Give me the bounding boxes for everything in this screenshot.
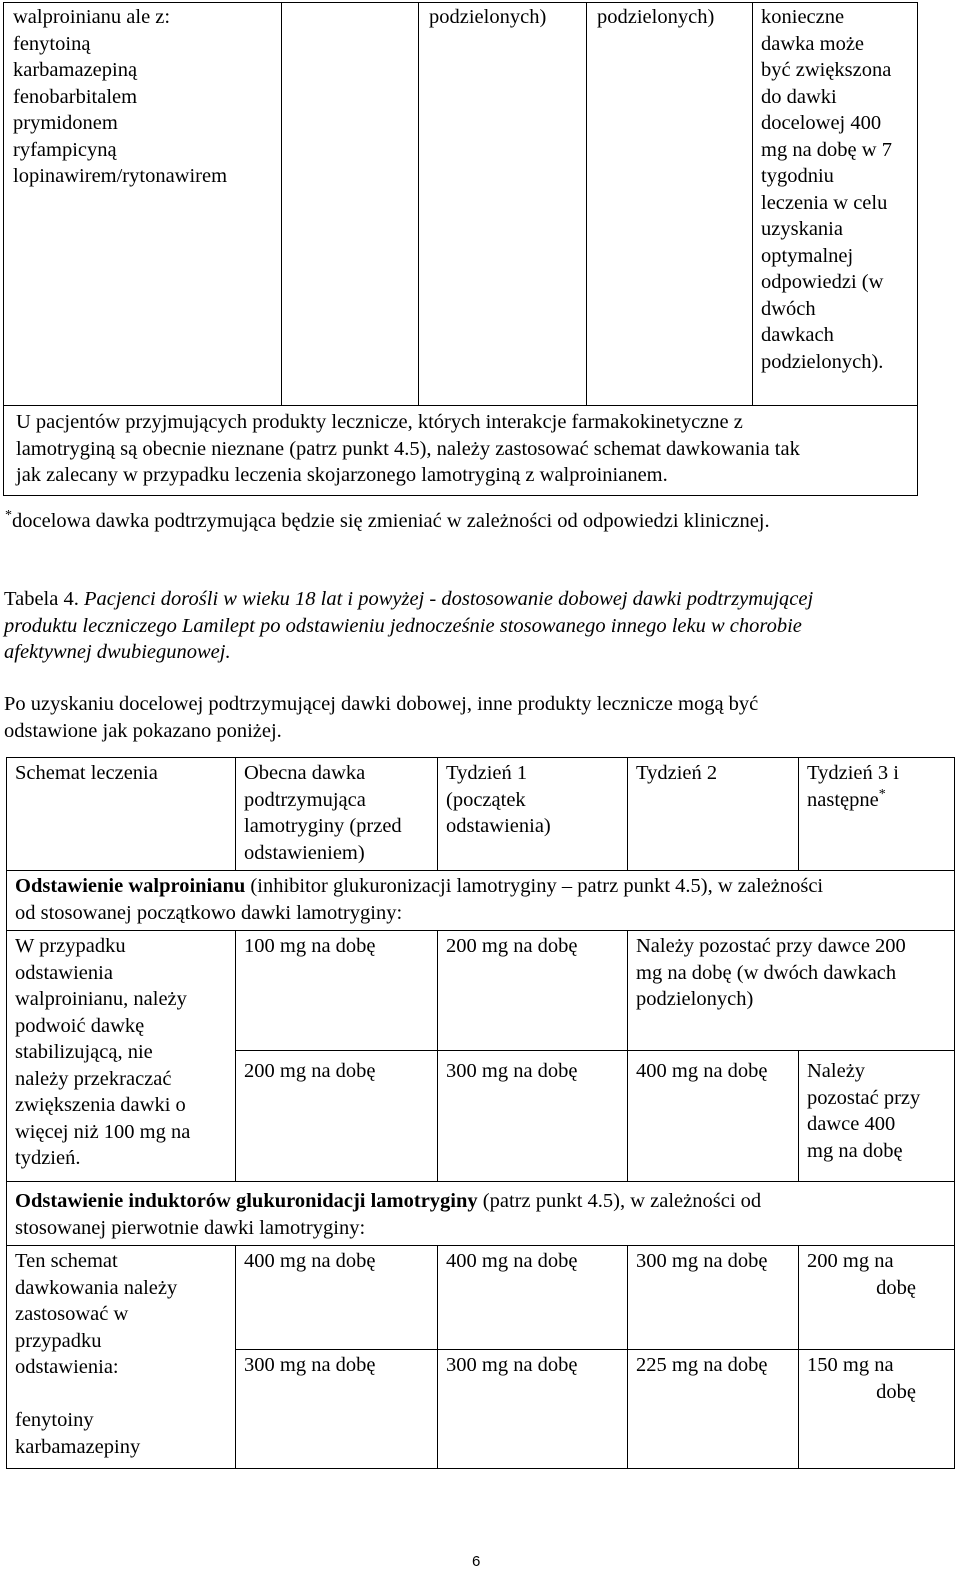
text-line: dobę — [876, 1276, 916, 1299]
dose-cell: podzielonych) — [419, 3, 587, 406]
note-row — [4, 406, 918, 496]
text-line: odstawione jak pokazano poniżej. — [4, 719, 282, 742]
text-line: docelowej 400 — [761, 112, 882, 134]
text-line: walproinianu ale z: — [13, 6, 171, 28]
inducer-description — [7, 1246, 236, 1469]
footnote-marker: * — [878, 786, 886, 802]
caption-label: Tabela 4. — [4, 588, 84, 610]
empty-cell — [282, 3, 419, 406]
text-line: Ten schemat — [15, 1250, 118, 1272]
caption-title: Pacjenci dorośli w wieku 18 lat i powyżej - dostosowanie dobowej dawki podtrzymującej — [83, 588, 814, 610]
text-line: fenytoiną — [13, 32, 91, 55]
text-line: zwiększenia dawki o — [15, 1094, 186, 1116]
text-line: następne — [807, 788, 879, 811]
section-row-valproate — [7, 871, 955, 931]
current-dose-cell: 100 mg na dobę — [236, 931, 438, 1051]
caption-title: afektywnej dwubiegunowej. — [4, 641, 231, 663]
text-line: Należy pozostać przy dawce 200 — [636, 935, 906, 957]
text-line: leczenia w celu — [761, 191, 888, 214]
footnote-text: docelowa dawka podtrzymująca będzie się zmieniać w zależności od odpowiedzi klinicznej. — [12, 510, 770, 532]
section-heading — [7, 1182, 955, 1246]
text-line: więcej niż 100 mg na — [15, 1120, 191, 1143]
top-table — [3, 2, 918, 496]
current-dose-cell: 300 mg na dobę — [236, 1350, 438, 1469]
text-line: odstawienia — [15, 961, 113, 984]
text-line: zastosować w — [15, 1303, 129, 1325]
text-line: prymidonem — [13, 112, 118, 134]
text-line: przypadku — [15, 1329, 102, 1352]
text-line: do dawki — [761, 85, 837, 108]
week1-cell: 300 mg na dobę — [438, 1350, 628, 1469]
text-line: stosowanej pierwotnie dawki lamotryginy: — [15, 1216, 366, 1239]
week2-cell: 225 mg na dobę — [628, 1350, 799, 1469]
text-line: od stosowanej początkowo dawki lamotryginy: — [15, 901, 403, 924]
text-line: dawkach — [761, 324, 834, 346]
text-line — [15, 1381, 227, 1408]
week3-cell — [799, 1350, 955, 1469]
section-heading-bold: Odstawienie induktorów glukuronidacji lamotryginy — [15, 1190, 478, 1212]
page-number: 6 — [472, 1553, 481, 1570]
valproate-description — [7, 931, 236, 1182]
section-heading-text: (inhibitor glukuronizacji lamotryginy – patrz punkt 4.5), w zależności — [245, 875, 824, 897]
section-row-inducers — [7, 1182, 955, 1246]
text-line: karbamazepiny — [15, 1435, 141, 1458]
text-line: dawce 400 — [807, 1113, 896, 1135]
footnote — [5, 508, 905, 535]
text-line: podwoić dawkę — [15, 1014, 145, 1037]
week2-cell: 300 mg na dobę — [628, 1246, 799, 1350]
week1-cell: 300 mg na dobę — [438, 1051, 628, 1182]
text-line: podzielonych). — [761, 350, 884, 373]
text-line: tydzień. — [15, 1147, 81, 1169]
current-dose-cell: 200 mg na dobę — [236, 1051, 438, 1182]
text-line: walproinianu, należy — [15, 988, 187, 1010]
top-table-row — [4, 3, 918, 406]
text-line: Po uzyskaniu docelowej podtrzymującej dawki dobowej, inne produkty lecznicze mogą być — [4, 693, 759, 715]
dose-cell: podzielonych) — [587, 3, 753, 406]
text-line: lamotryginą są obecnie nieznane (patrz punkt 4.5), należy zastosować schemat dawkowania tak — [16, 437, 800, 460]
text-line: podzielonych) — [636, 988, 754, 1010]
footnote-marker: * — [5, 508, 12, 524]
text-line: tygodniu — [761, 165, 834, 187]
text-line: jak zalecany w przypadku leczenia skojarzonego lamotryginą z walproinianem. — [16, 464, 668, 486]
section-heading-bold: Odstawienie walproinianu — [15, 875, 246, 897]
text-line: dawkowania należy — [15, 1276, 178, 1299]
table4-header-row — [7, 758, 955, 871]
header-week2: Tydzień 2 — [628, 758, 799, 871]
text-line: 200 mg na — [807, 1250, 894, 1272]
text-line: uzyskania — [761, 218, 843, 240]
table4 — [6, 757, 955, 1469]
text-line: Należy — [807, 1060, 866, 1082]
text-line: ryfampicyną — [13, 138, 117, 161]
week2-cell: 400 mg na dobę — [628, 1051, 799, 1182]
text-line: Tydzień 1 — [446, 762, 528, 784]
text-line: dwóch — [761, 297, 816, 320]
header-schedule: Schemat leczenia — [7, 758, 236, 871]
text-line: pozostać przy — [807, 1086, 921, 1109]
text-line: należy przekraczać — [15, 1067, 172, 1090]
current-dose-cell: 400 mg na dobę — [236, 1246, 438, 1350]
note-cell — [4, 406, 918, 496]
text-line: 150 mg na — [807, 1354, 894, 1376]
header-week3 — [799, 758, 955, 871]
text-line: odstawienia: — [15, 1356, 119, 1378]
text-line: być zwiększona — [761, 59, 892, 81]
text-line: W przypadku — [15, 935, 126, 957]
table-row — [7, 1246, 955, 1350]
interaction-drugs-cell — [4, 3, 282, 406]
text-line: mg na dobę w 7 — [761, 138, 892, 161]
text-line: dawka może — [761, 32, 865, 55]
intro-paragraph — [4, 691, 954, 744]
text-line: dobę — [876, 1380, 916, 1403]
text-line: optymalnej — [761, 244, 854, 267]
text-line: fenytoiny — [15, 1409, 94, 1431]
week3-cell — [799, 1246, 955, 1350]
section-heading — [7, 871, 955, 931]
week2-3-cell — [628, 931, 955, 1051]
header-week1 — [438, 758, 628, 871]
text-line: konieczne — [761, 6, 845, 28]
text-line: karbamazepiną — [13, 59, 138, 81]
text-line: odstawieniem) — [244, 841, 365, 864]
text-line: mg na dobę (w dwóch dawkach — [636, 961, 897, 984]
text-line: U pacjentów przyjmujących produkty lecznicze, których interakcje farmakokinetyczne z — [16, 411, 743, 433]
section-heading-text: (patrz punkt 4.5), w zależności od — [477, 1190, 762, 1212]
week3-cell — [799, 1051, 955, 1182]
text-line: fenobarbitalem — [13, 85, 138, 108]
caption-title: produktu leczniczego Lamilept po odstawieniu jednocześnie stosowanego innego leku w chorobie — [4, 614, 802, 637]
text-line: stabilizującą, nie — [15, 1041, 153, 1063]
text-line: (początek — [446, 788, 526, 811]
dose-note-cell — [753, 3, 918, 406]
text-line: Tydzień 3 i — [807, 762, 899, 784]
week1-cell: 200 mg na dobę — [438, 931, 628, 1051]
text-line: mg na dobę — [807, 1139, 903, 1162]
text-line: Obecna dawka — [244, 762, 366, 784]
text-line: lopinawirem/rytonawirem — [13, 165, 228, 187]
text-line: odpowiedzi (w — [761, 271, 884, 293]
text-line: podtrzymująca — [244, 788, 366, 811]
text-line: lamotryginy (przed — [244, 815, 402, 837]
table-row — [7, 931, 955, 1051]
week1-cell: 400 mg na dobę — [438, 1246, 628, 1350]
table4-caption — [4, 586, 954, 666]
header-current-dose — [236, 758, 438, 871]
text-line: odstawienia) — [446, 815, 551, 837]
